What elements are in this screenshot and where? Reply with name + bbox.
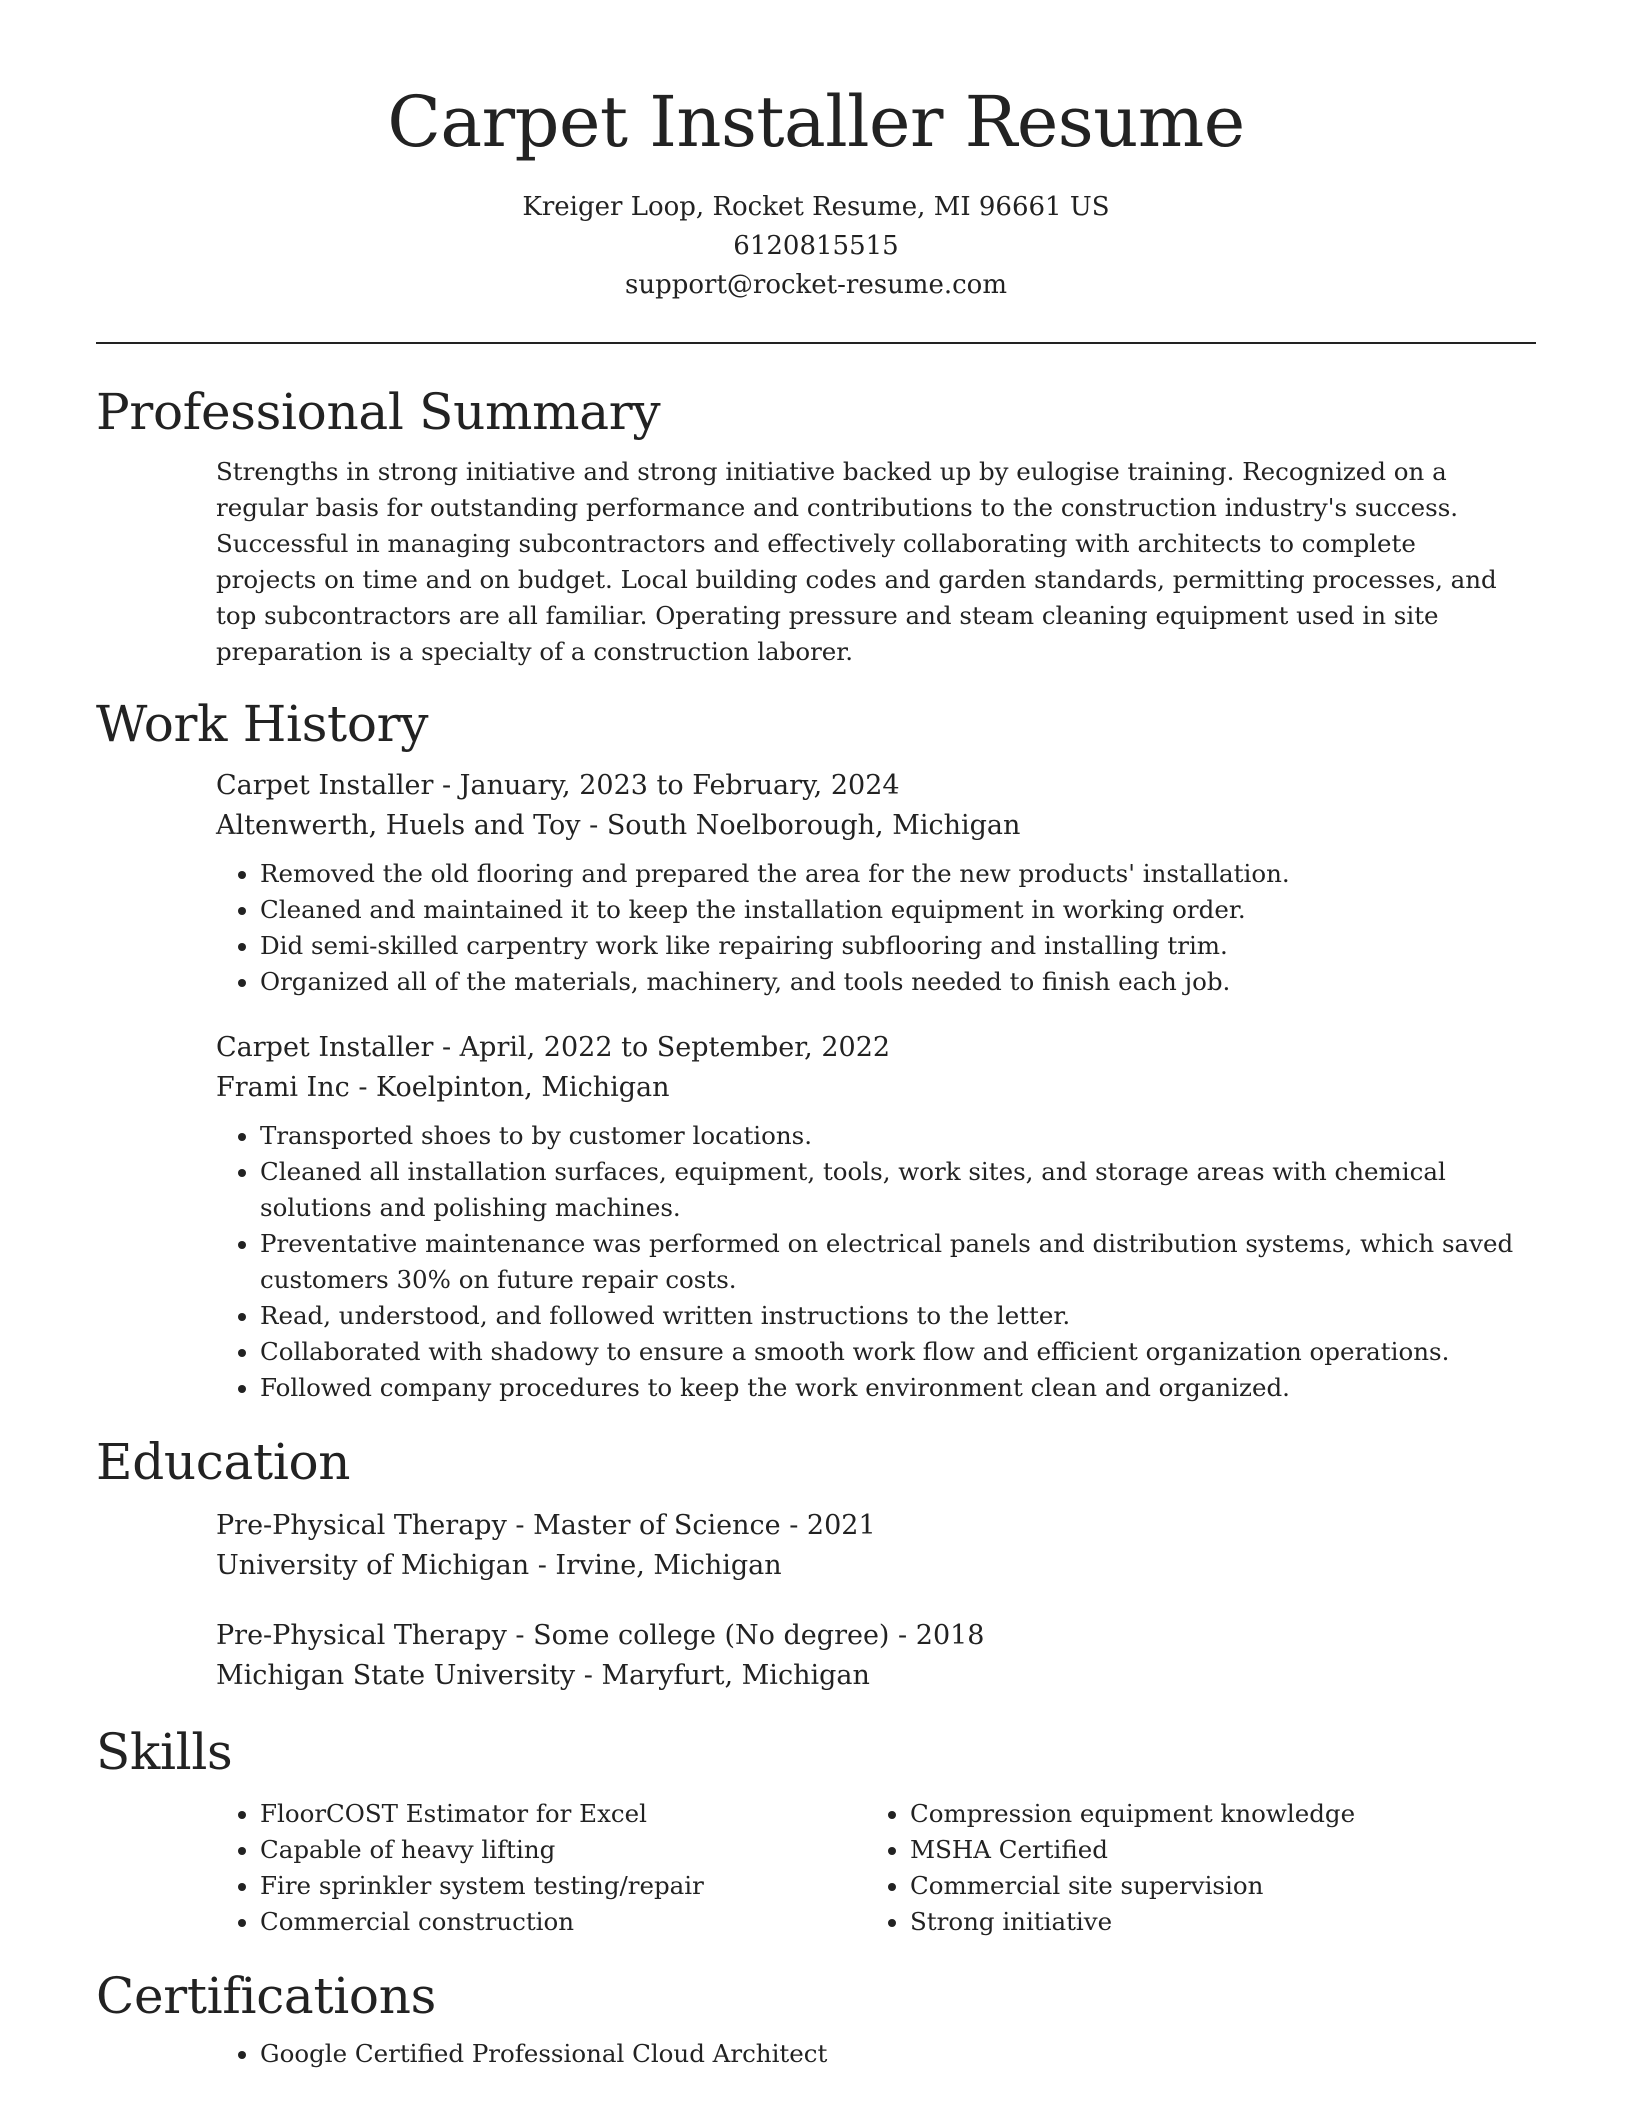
job-company: Frami Inc — [216, 1072, 350, 1103]
education-degree-line: Pre-Physical Therapy - Some college (No degree) - 2018 — [216, 1620, 985, 1651]
work-history-heading: Work History — [96, 695, 429, 753]
education-degree: Some college (No degree) — [533, 1620, 890, 1651]
work-history-section — [96, 694, 1536, 1406]
certifications-heading: Certifications — [96, 1967, 436, 2025]
education-school: Michigan State University — [216, 1660, 576, 1691]
skill-item: • Commercial site supervision — [910, 1868, 1516, 1904]
education-location: Irvine, Michigan — [555, 1550, 782, 1581]
skill-item: • FloorCOST Estimator for Excel — [260, 1796, 866, 1832]
job-bullet: • Cleaned and maintained it to keep the installation equipment in working order. — [260, 892, 1516, 928]
education-school-line: Michigan State University - Maryfurt, Michigan — [216, 1660, 870, 1691]
skills-list-right — [866, 1796, 1516, 1940]
contact-email: support@rocket-resume.com — [624, 270, 1007, 300]
job-dates: April, 2022 to September, 2022 — [459, 1032, 891, 1063]
job-company-line: Frami Inc - Koelpinton, Michigan — [216, 1072, 670, 1103]
education-entry — [216, 1506, 1516, 1586]
job-bullet: • Transported shoes to by customer locations. — [260, 1118, 1516, 1154]
skills-columns — [216, 1796, 1516, 1940]
education-field: Pre-Physical Therapy — [216, 1620, 507, 1651]
resume-title: Carpet Installer Resume — [387, 81, 1245, 163]
summary-heading: Professional Summary — [96, 383, 661, 441]
job-bullet: • Followed company procedures to keep the work environment clean and organized. — [260, 1370, 1516, 1406]
education-location: Maryfurt, Michigan — [601, 1660, 870, 1691]
job-bullet: • Preventative maintenance was performed on electrical panels and distribution systems, which saved customers 30% on future repair costs. — [260, 1226, 1516, 1298]
skill-item: • Capable of heavy lifting — [260, 1832, 866, 1868]
job-location: South Noelborough, Michigan — [606, 810, 1021, 841]
job-bullet: • Organized all of the materials, machinery, and tools needed to finish each job. — [260, 964, 1516, 1000]
certification-item: • Google Certified Professional Cloud Architect — [260, 2036, 1516, 2072]
job-dates: January, 2023 to February, 2024 — [459, 770, 900, 801]
job-entry — [216, 766, 1516, 1000]
job-bullets — [216, 1118, 1516, 1406]
skill-item: • Compression equipment knowledge — [910, 1796, 1516, 1832]
education-school-line: University of Michigan - Irvine, Michigan — [216, 1550, 782, 1581]
job-title: Carpet Installer — [216, 770, 434, 801]
job-entry — [216, 1028, 1516, 1406]
education-year: 2021 — [806, 1510, 876, 1541]
job-company-line: Altenwerth, Huels and Toy - South Noelborough, Michigan — [216, 810, 1021, 841]
job-title-line: Carpet Installer - April, 2022 to September, 2022 — [216, 1032, 891, 1063]
summary-section — [96, 382, 1536, 670]
contact-info — [0, 188, 1632, 305]
contact-address: Kreiger Loop, Rocket Resume, MI 96661 US — [522, 192, 1110, 222]
job-bullet: • Collaborated with shadowy to ensure a smooth work flow and efficient organization operations. — [260, 1334, 1516, 1370]
resume-header — [0, 80, 1632, 305]
summary-text: Strengths in strong initiative and strong initiative backed up by eulogise training. Recognized on a regular basis for outstanding performance and contributions to the construction industry's success. Successful in managing subcontractors and effectively collaborating with architects to complete projects on time and on budget. Local building codes and garden standards, permitting processes, and top subcontractors are all familiar. Operating pressure and steam cleaning equipment used in site preparation is a specialty of a construction laborer. — [216, 457, 1497, 666]
skill-item: • Commercial construction — [260, 1904, 866, 1940]
job-title-line: Carpet Installer - January, 2023 to February, 2024 — [216, 770, 900, 801]
job-bullets — [216, 856, 1516, 1000]
skill-item: • Fire sprinkler system testing/repair — [260, 1868, 866, 1904]
resume-body — [96, 382, 1536, 2072]
skills-section — [96, 1722, 1536, 1940]
job-bullet: • Read, understood, and followed written instructions to the letter. — [260, 1298, 1516, 1334]
certifications-section — [96, 1966, 1536, 2072]
job-title: Carpet Installer — [216, 1032, 434, 1063]
skill-item: • Strong initiative — [910, 1904, 1516, 1940]
certifications-list — [216, 2036, 1516, 2072]
contact-phone: 6120815515 — [733, 231, 899, 261]
skills-heading: Skills — [96, 1723, 233, 1781]
skill-item: • MSHA Certified — [910, 1832, 1516, 1868]
education-section — [96, 1432, 1536, 1696]
skills-list-left — [216, 1796, 866, 1940]
job-bullet: • Did semi-skilled carpentry work like repairing subflooring and installing trim. — [260, 928, 1516, 964]
education-degree: Master of Science — [533, 1510, 781, 1541]
job-bullet: • Cleaned all installation surfaces, equipment, tools, work sites, and storage areas with chemical solutions and polishing machines. — [260, 1154, 1516, 1226]
education-school: University of Michigan — [216, 1550, 530, 1581]
job-location: Koelpinton, Michigan — [376, 1072, 670, 1103]
education-year: 2018 — [915, 1620, 985, 1651]
job-bullet: • Removed the old flooring and prepared the area for the new products' installation. — [260, 856, 1516, 892]
education-entry — [216, 1616, 1516, 1696]
education-heading: Education — [96, 1433, 351, 1491]
job-company: Altenwerth, Huels and Toy — [216, 810, 581, 841]
education-degree-line: Pre-Physical Therapy - Master of Science - 2021 — [216, 1510, 876, 1541]
education-field: Pre-Physical Therapy — [216, 1510, 507, 1541]
header-divider — [96, 342, 1536, 344]
